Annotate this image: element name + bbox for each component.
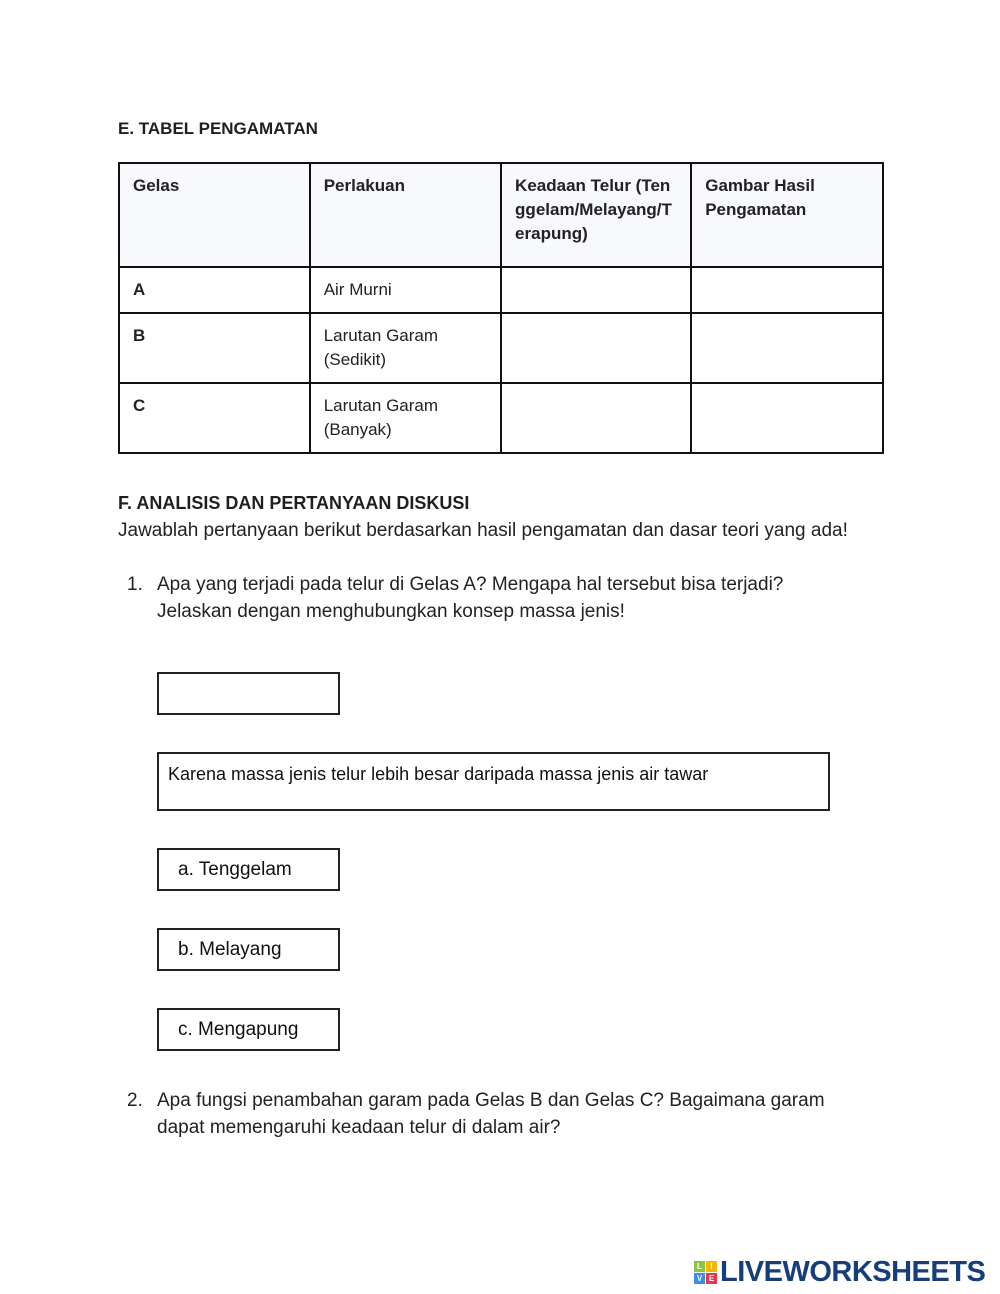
- cell-perlakuan: Air Murni: [310, 267, 501, 313]
- section-f-intro: Jawablah pertanyaan berikut berdasarkan hasil pengamatan dan dasar teori yang ada!: [118, 520, 848, 541]
- cell-perlakuan: Larutan Garam (Banyak): [310, 383, 501, 453]
- header-keadaan: Keadaan Telur (Tenggelam/Melayang/Terapung): [501, 163, 691, 267]
- question-2-number: 2.: [127, 1090, 143, 1111]
- answer-drop-box[interactable]: [157, 672, 340, 715]
- header-perlakuan: Perlakuan: [310, 163, 501, 267]
- table-row: [119, 313, 883, 383]
- question-1-text: Apa yang terjadi pada telur di Gelas A? Mengapa hal tersebut bisa terjadi? Jelaskan dengan menghubungkan konsep massa jenis!: [157, 574, 784, 622]
- observation-table: [118, 162, 884, 454]
- cell-gelas: C: [119, 383, 310, 453]
- logo-letter: I: [706, 1261, 717, 1272]
- question-2-text: Apa fungsi penambahan garam pada Gelas B dan Gelas C? Bagaimana garam dapat memengaruhi keadaan telur di dalam air?: [157, 1090, 825, 1138]
- logo-letter: L: [694, 1261, 705, 1272]
- cell-keadaan[interactable]: [501, 313, 691, 383]
- logo-letter: V: [694, 1273, 705, 1284]
- cell-gelas: A: [119, 267, 310, 313]
- cell-gambar[interactable]: [691, 383, 883, 453]
- table-row: [119, 267, 883, 313]
- cell-gambar[interactable]: [691, 313, 883, 383]
- table-row: [119, 383, 883, 453]
- option-tenggelam[interactable]: a. Tenggelam: [157, 848, 340, 891]
- section-f-title: F. ANALISIS DAN PERTANYAAN DISKUSI: [118, 493, 470, 513]
- cell-gelas: B: [119, 313, 310, 383]
- header-gambar: Gambar Hasil Pengamatan: [691, 163, 883, 267]
- question-1-number: 1.: [127, 574, 143, 595]
- table-header-row: [119, 163, 883, 267]
- reason-answer-box[interactable]: Karena massa jenis telur lebih besar daripada massa jenis air tawar: [157, 752, 830, 811]
- cell-keadaan[interactable]: [501, 383, 691, 453]
- cell-gambar[interactable]: [691, 267, 883, 313]
- cell-perlakuan: Larutan Garam (Sedikit): [310, 313, 501, 383]
- cell-keadaan[interactable]: [501, 267, 691, 313]
- header-gelas: Gelas: [119, 163, 310, 267]
- logo-icon: [694, 1261, 717, 1284]
- section-e-title: E. TABEL PENGAMATAN: [118, 119, 318, 138]
- logo-letter: E: [706, 1273, 717, 1284]
- liveworksheets-logo: [694, 1256, 985, 1289]
- logo-text: LIVEWORKSHEETS: [720, 1256, 986, 1288]
- option-melayang[interactable]: b. Melayang: [157, 928, 340, 971]
- option-mengapung[interactable]: c. Mengapung: [157, 1008, 340, 1051]
